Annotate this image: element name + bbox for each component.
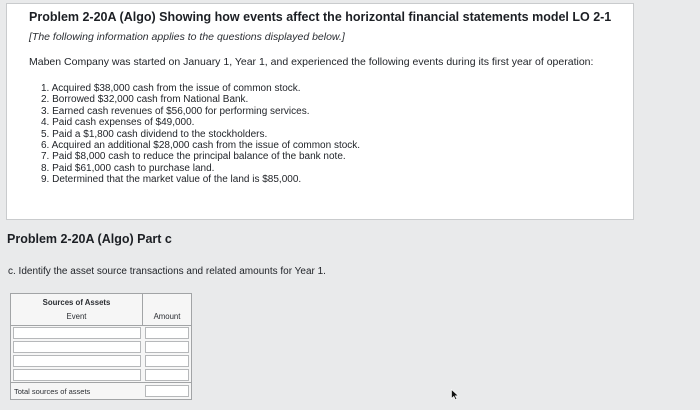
amount-input[interactable] (145, 341, 189, 353)
table-row (11, 354, 191, 369)
part-title: Problem 2-20A (Algo) Part c (7, 232, 172, 246)
event-item: 7. Paid $8,000 cash to reduce the principal balance of the bank note. (41, 151, 346, 163)
event-item: 9. Determined that the market value of the land is $85,000. (41, 174, 302, 186)
column-header-amount: Amount (153, 312, 181, 321)
event-item: 3. Earned cash revenues of $56,000 for performing services. (41, 105, 310, 117)
problem-intro: Maben Company was started on January 1, Year 1, and experienced the following events during its first year of operation: (29, 56, 594, 68)
problem-note: [The following information applies to the questions displayed below.] (29, 31, 345, 43)
amount-input[interactable] (145, 327, 189, 339)
event-item: 5. Paid a $1,800 cash dividend to the stockholders. (41, 128, 268, 140)
event-input[interactable] (13, 369, 141, 381)
total-amount-input[interactable] (145, 385, 189, 397)
problem-panel (6, 3, 634, 220)
event-item: 8. Paid $61,000 cash to purchase land. (41, 162, 215, 174)
total-label: Total sources of assets (14, 387, 91, 396)
amount-input[interactable] (145, 355, 189, 367)
table-row (11, 326, 191, 341)
event-input[interactable] (13, 327, 141, 339)
event-item: 1. Acquired $38,000 cash from the issue of common stock. (41, 83, 301, 94)
sources-of-assets-table (10, 293, 192, 400)
amount-input[interactable] (145, 369, 189, 381)
event-item: 4. Paid cash expenses of $49,000. (41, 117, 195, 129)
problem-title: Problem 2-20A (Algo) Showing how events affect the horizontal financial statements model LO 2-1 (29, 10, 612, 24)
event-input[interactable] (13, 355, 141, 367)
table-header-amount (143, 294, 191, 326)
mouse-cursor-icon (451, 389, 459, 400)
events-list (41, 83, 360, 186)
table-row (11, 368, 191, 383)
event-item: 2. Borrowed $32,000 cash from National Bank. (41, 94, 249, 106)
table-row (11, 340, 191, 355)
question-text: c. Identify the asset source transactions and related amounts for Year 1. (8, 266, 326, 277)
total-row (11, 382, 191, 399)
column-header-event: Event (66, 312, 87, 321)
table-header-title: Sources of Assets (42, 298, 111, 307)
table-header-event (11, 294, 143, 326)
event-input[interactable] (13, 341, 141, 353)
event-item: 6. Acquired an additional $28,000 cash from the issue of common stock. (41, 140, 361, 152)
